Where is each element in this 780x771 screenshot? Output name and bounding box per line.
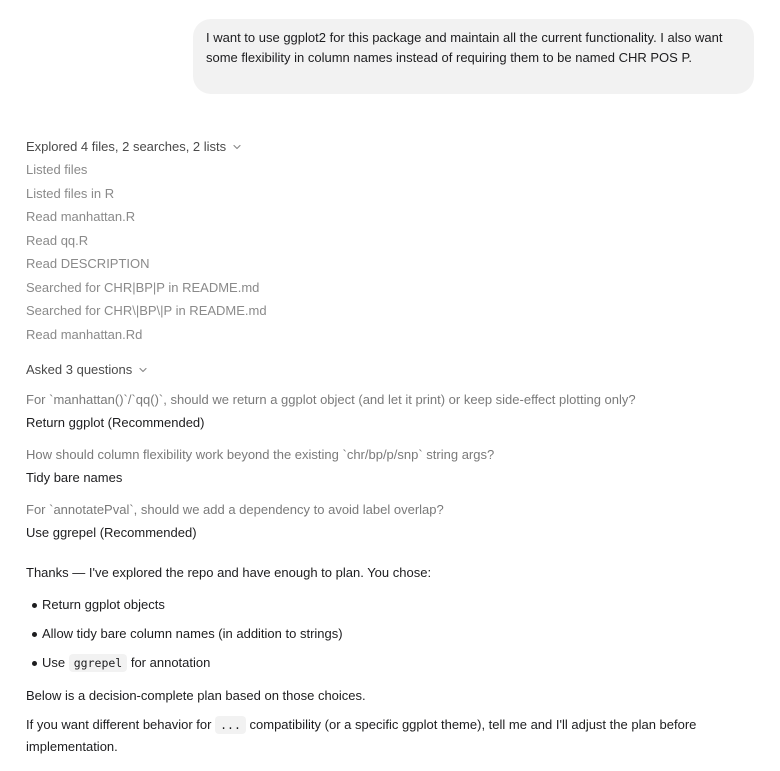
chevron-down-icon bbox=[138, 365, 148, 375]
asked-summary-toggle[interactable] bbox=[26, 362, 148, 377]
explored-summary-toggle[interactable] bbox=[26, 139, 242, 154]
bullet-text-post: for annotation bbox=[130, 655, 211, 670]
explored-item: Searched for CHR\|BP\|P in README.md bbox=[26, 303, 267, 318]
user-message-text: I want to use ggplot2 for this package and maintain all the current functionality. I also want some flexibility in column names instead of requiring them to be named CHR POS P. bbox=[206, 30, 723, 65]
bullet-dot bbox=[32, 603, 37, 608]
explored-item: Read DESCRIPTION bbox=[26, 256, 150, 271]
response-intro: Thanks — I've explored the repo and have enough to plan. You chose: bbox=[26, 565, 432, 580]
chevron-down-icon bbox=[232, 142, 242, 152]
answer-text: Return ggplot (Recommended) bbox=[26, 415, 205, 430]
bullet-dot bbox=[32, 661, 37, 666]
explored-item: Read manhattan.R bbox=[26, 209, 136, 224]
explored-item: Read manhattan.Rd bbox=[26, 327, 143, 342]
inline-code: ggrepel bbox=[69, 654, 127, 672]
response-final-paragraph bbox=[26, 714, 756, 757]
question-text: For `annotatePval`, should we add a dependency to avoid label overlap? bbox=[26, 502, 444, 517]
final-text-post: compatibility (or a specific ggplot theme), tell me and I'll adjust the plan before implementation. bbox=[26, 717, 697, 754]
response-below: Below is a decision-complete plan based on those choices. bbox=[26, 688, 366, 703]
inline-code: ... bbox=[215, 716, 246, 734]
answer-text: Use ggrepel (Recommended) bbox=[26, 525, 197, 540]
explored-item: Listed files bbox=[26, 162, 88, 177]
question-text: How should column flexibility work beyond the existing `chr/bp/p/snp` string args? bbox=[26, 447, 495, 462]
bullet-item bbox=[42, 655, 210, 670]
user-message-bubble bbox=[193, 19, 754, 94]
asked-summary-label: Asked 3 questions bbox=[26, 362, 133, 377]
question-text: For `manhattan()`/`qq()`, should we return a ggplot object (and let it print) or keep side-effect plotting only? bbox=[26, 392, 636, 407]
bullet-text-pre: Use bbox=[42, 655, 66, 670]
explored-item: Read qq.R bbox=[26, 233, 89, 248]
answer-text: Tidy bare names bbox=[26, 470, 123, 485]
bullet-dot bbox=[32, 632, 37, 637]
bullet-item: Return ggplot objects bbox=[42, 597, 165, 612]
explored-item: Searched for CHR|BP|P in README.md bbox=[26, 280, 260, 295]
bullet-item: Allow tidy bare column names (in addition to strings) bbox=[42, 626, 343, 641]
explored-summary-label: Explored 4 files, 2 searches, 2 lists bbox=[26, 139, 227, 154]
explored-item: Listed files in R bbox=[26, 186, 115, 201]
final-text-pre: If you want different behavior for bbox=[26, 717, 212, 732]
